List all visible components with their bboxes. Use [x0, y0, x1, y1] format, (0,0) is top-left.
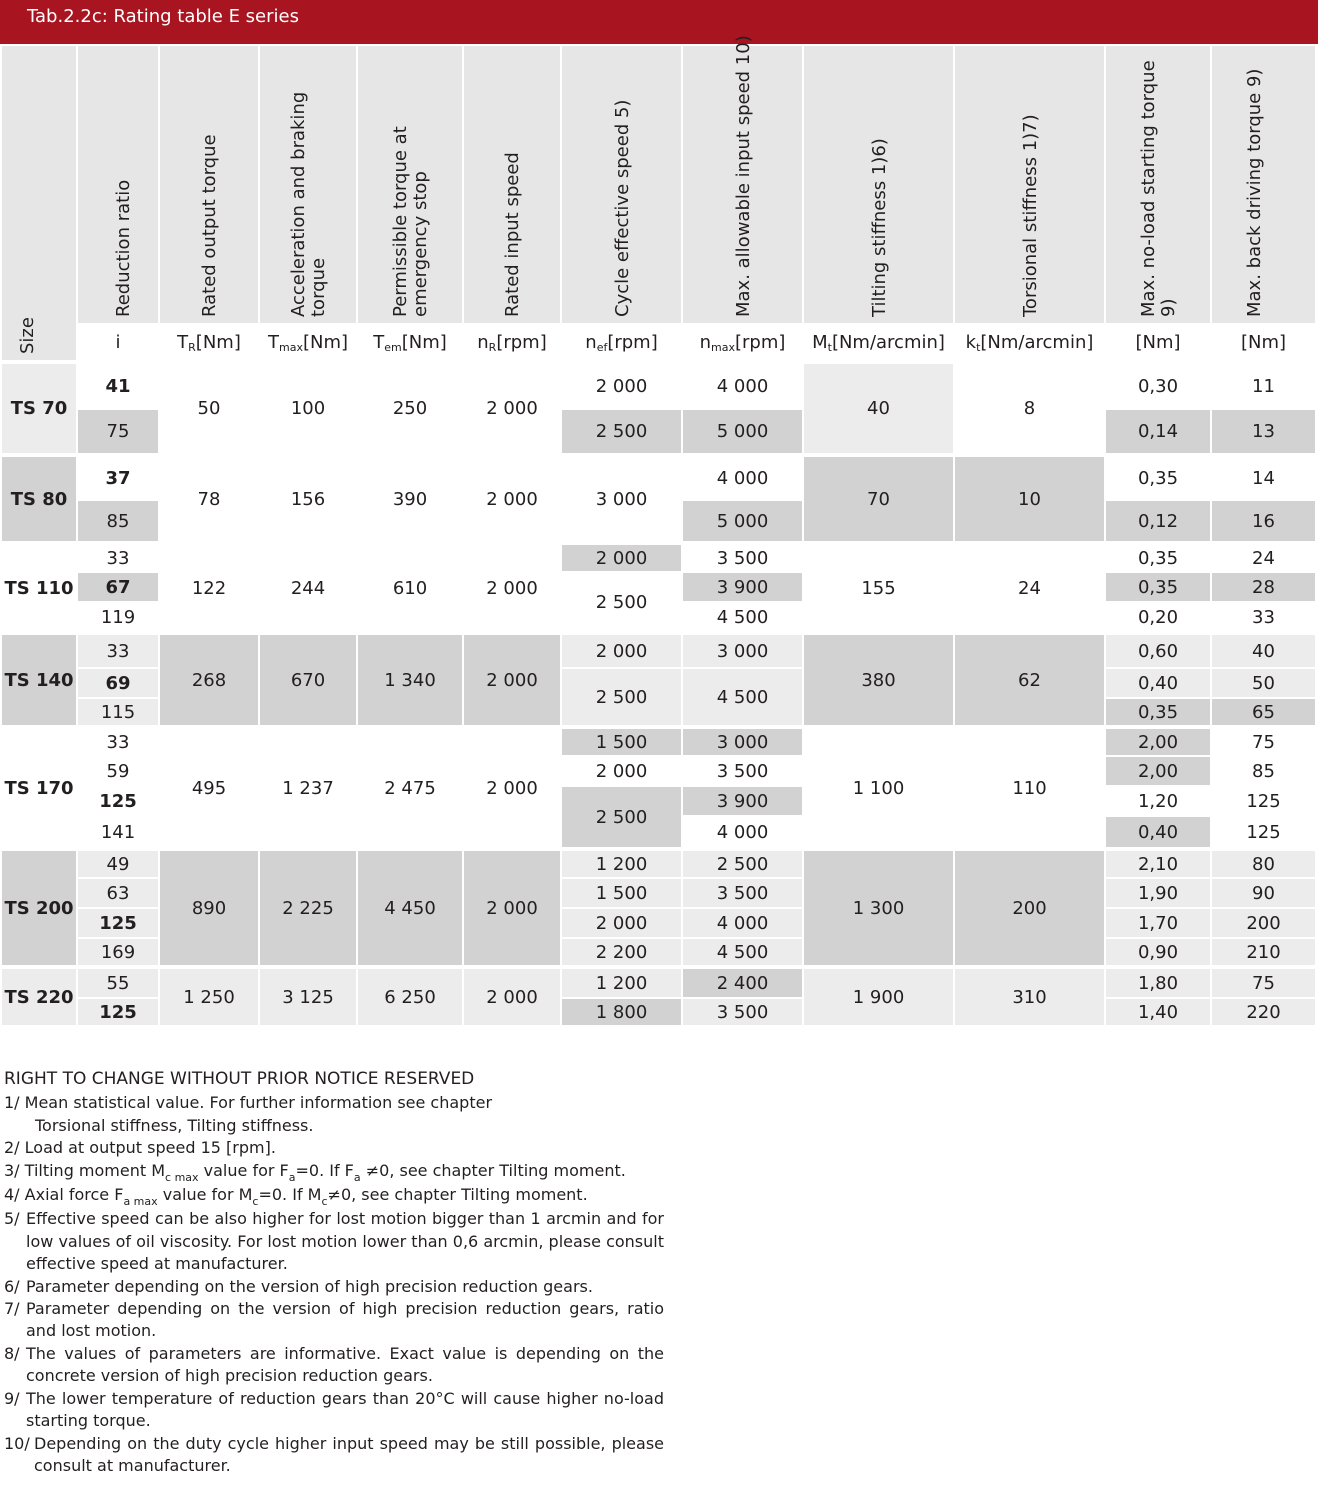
torsional-stiffness-cell: 10 — [955, 457, 1104, 541]
no-load-torque-cell: 2,10 — [1106, 851, 1210, 877]
max-torque-cell: 100 — [260, 364, 356, 453]
cycle-speed-cell: 2 000 — [562, 364, 681, 408]
no-load-torque-cell: 0,30 — [1106, 364, 1210, 408]
footnote-2: 2/ Load at output speed 15 [rpm]. — [4, 1138, 276, 1158]
unit-cell: i — [78, 325, 158, 360]
cycle-speed-cell: 3 000 — [562, 457, 681, 541]
no-load-torque-cell: 0,20 — [1106, 603, 1210, 631]
ratio-cell: 41 — [78, 364, 158, 408]
column-header-label: Rated input speed — [502, 152, 523, 317]
no-load-torque-cell: 0,35 — [1106, 545, 1210, 571]
max-torque-cell: 2 225 — [260, 851, 356, 965]
column-header-label: Acceleration and braking torque — [288, 91, 329, 317]
rated-torque-cell: 50 — [160, 364, 258, 453]
ratio-cell: 125 — [78, 787, 158, 815]
table-title: Tab.2.2c: Rating table E series — [27, 6, 299, 27]
rated-torque-cell: 268 — [160, 635, 258, 725]
back-driving-torque-cell: 210 — [1212, 939, 1315, 965]
max-speed-cell: 3 000 — [683, 635, 802, 667]
column-header-label: Reduction ratio — [113, 179, 134, 317]
cycle-speed-cell: 2 500 — [562, 787, 681, 847]
no-load-torque-cell: 0,40 — [1106, 669, 1210, 697]
cycle-speed-cell: 1 800 — [562, 999, 681, 1025]
rated-speed-cell: 2 000 — [464, 457, 560, 541]
footnote-7: 7/ Parameter depending on the version of high precision reduction gears, ratio and lost motion. — [4, 1299, 664, 1341]
no-load-torque-cell: 1,90 — [1106, 879, 1210, 907]
unit-cell: n ef [rpm] — [562, 325, 681, 360]
ratio-cell: 125 — [78, 909, 158, 937]
max-torque-cell: 1 237 — [260, 729, 356, 847]
max-speed-cell: 4 500 — [683, 603, 802, 631]
max-torque-cell: 3 125 — [260, 969, 356, 1025]
footnote-9: 9/ The lower temperature of reduction gears than 20°C will cause higher no-load starting torque. — [4, 1388, 664, 1431]
rated-speed-cell: 2 000 — [464, 635, 560, 725]
cycle-speed-cell: 2 000 — [562, 545, 681, 571]
max-speed-cell: 3 500 — [683, 999, 802, 1025]
column-header-7 — [683, 35, 802, 323]
back-driving-torque-cell: 75 — [1212, 729, 1315, 755]
no-load-torque-cell: 1,70 — [1106, 909, 1210, 937]
no-load-torque-cell: 1,40 — [1106, 999, 1210, 1025]
size-cell: TS 220 — [2, 969, 76, 1025]
max-speed-cell: 4 500 — [683, 669, 802, 725]
back-driving-torque-cell: 16 — [1212, 501, 1315, 541]
tilting-stiffness-cell: 380 — [804, 635, 953, 725]
unit-cell: [Nm] — [1106, 325, 1210, 360]
unit-cell: T em [Nm] — [358, 325, 462, 360]
ratio-cell: 37 — [78, 457, 158, 499]
back-driving-torque-cell: 13 — [1212, 410, 1315, 453]
column-header-4 — [358, 46, 462, 323]
emergency-torque-cell: 6 250 — [358, 969, 462, 1025]
cycle-speed-cell: 1 500 — [562, 879, 681, 907]
column-header-2 — [160, 46, 258, 323]
max-speed-cell: 4 000 — [683, 364, 802, 408]
ratio-cell: 69 — [78, 669, 158, 697]
ratio-cell: 33 — [78, 635, 158, 667]
max-torque-cell: 244 — [260, 545, 356, 631]
emergency-torque-cell: 390 — [358, 457, 462, 541]
emergency-torque-cell: 250 — [358, 364, 462, 453]
back-driving-torque-cell: 50 — [1212, 669, 1315, 697]
back-driving-torque-cell: 85 — [1212, 757, 1315, 785]
cycle-speed-cell: 2 000 — [562, 757, 681, 785]
footnote-8: 8/ The values of parameters are informative. Exact value is depending on the concrete version of high precision reduction gears. — [4, 1343, 664, 1386]
column-header-label: Tilting stiffness 1)6) — [869, 138, 890, 317]
footnote-1-cont: Torsional stiffness, Tilting stiffness. — [35, 1115, 314, 1135]
max-speed-cell: 3 500 — [683, 757, 802, 785]
unit-cell: n R [rpm] — [464, 325, 560, 360]
no-load-torque-cell: 2,00 — [1106, 729, 1210, 755]
back-driving-torque-cell: 33 — [1212, 603, 1315, 631]
rated-speed-cell: 2 000 — [464, 851, 560, 965]
max-torque-cell: 670 — [260, 635, 356, 725]
footnotes — [4, 1068, 664, 1477]
torsional-stiffness-cell: 24 — [955, 545, 1104, 631]
footnote-6: 6/ Parameter depending on the version of high precision reduction gears. — [4, 1276, 593, 1296]
max-torque-cell: 156 — [260, 457, 356, 541]
cycle-speed-cell: 1 200 — [562, 969, 681, 997]
column-header-label: Max. no-load starting torque 9) — [1138, 60, 1179, 317]
footnote-10: 10/ Depending on the duty cycle higher input speed may be still possible, please consult at manufacturer. — [4, 1433, 664, 1475]
emergency-torque-cell: 2 475 — [358, 729, 462, 847]
column-header-11 — [1212, 46, 1315, 323]
back-driving-torque-cell: 24 — [1212, 545, 1315, 571]
column-header-10 — [1106, 46, 1210, 323]
ratio-cell: 55 — [78, 969, 158, 997]
rated-torque-cell: 122 — [160, 545, 258, 631]
no-load-torque-cell: 2,00 — [1106, 757, 1210, 785]
unit-cell: [Nm] — [1212, 325, 1315, 360]
size-cell: TS 140 — [2, 635, 76, 725]
ratio-cell: 49 — [78, 851, 158, 877]
tilting-stiffness-cell: 1 900 — [804, 969, 953, 1025]
rated-torque-cell: 890 — [160, 851, 258, 965]
back-driving-torque-cell: 125 — [1212, 817, 1315, 847]
no-load-torque-cell: 1,20 — [1106, 787, 1210, 815]
rated-torque-cell: 495 — [160, 729, 258, 847]
max-speed-cell: 3 500 — [683, 879, 802, 907]
tilting-stiffness-cell: 1 100 — [804, 729, 953, 847]
ratio-cell: 169 — [78, 939, 158, 965]
back-driving-torque-cell: 28 — [1212, 573, 1315, 601]
column-header-0 — [2, 46, 76, 360]
column-header-label: Max. allowable input speed 10) — [733, 35, 754, 317]
ratio-cell: 119 — [78, 603, 158, 631]
footnote-3: 3/ Tilting moment $M_{c max}$ value for $F_a=0$. If $F_a \ne 0$, see chapter Tilting moment. — [4, 1160, 626, 1184]
ratio-cell: 75 — [78, 410, 158, 453]
column-header-label: Cycle effective speed 5) — [612, 99, 633, 317]
ratio-cell: 125 — [78, 999, 158, 1025]
max-speed-cell: 5 000 — [683, 410, 802, 453]
cycle-speed-cell: 2 500 — [562, 669, 681, 725]
back-driving-torque-cell: 14 — [1212, 457, 1315, 499]
back-driving-torque-cell: 125 — [1212, 787, 1315, 815]
cycle-speed-cell: 2 000 — [562, 635, 681, 667]
max-speed-cell: 3 900 — [683, 787, 802, 815]
column-header-label: Torsional stiffness 1)7) — [1020, 114, 1041, 317]
cycle-speed-cell: 2 200 — [562, 939, 681, 965]
footnote-1: 1/ Mean statistical value. For further information see chapter — [4, 1093, 493, 1113]
ratio-cell: 85 — [78, 501, 158, 541]
emergency-torque-cell: 610 — [358, 545, 462, 631]
torsional-stiffness-cell: 62 — [955, 635, 1104, 725]
column-header-label: Max. back driving torque 9) — [1244, 68, 1265, 317]
column-header-label: Permissible torque at emergency stop — [390, 126, 431, 317]
no-load-torque-cell: 0,12 — [1106, 501, 1210, 541]
rated-speed-cell: 2 000 — [464, 729, 560, 847]
size-cell: TS 80 — [2, 457, 76, 541]
back-driving-torque-cell: 80 — [1212, 851, 1315, 877]
unit-cell: n max [rpm] — [683, 325, 802, 360]
rated-speed-cell: 2 000 — [464, 364, 560, 453]
no-load-torque-cell: 0,35 — [1106, 699, 1210, 725]
size-cell: TS 110 — [2, 545, 76, 631]
no-load-torque-cell: 0,40 — [1106, 817, 1210, 847]
rated-speed-cell: 2 000 — [464, 969, 560, 1025]
torsional-stiffness-cell: 8 — [955, 364, 1104, 453]
column-header-5 — [464, 46, 560, 323]
column-header-9 — [955, 46, 1104, 323]
no-load-torque-cell: 1,80 — [1106, 969, 1210, 997]
emergency-torque-cell: 1 340 — [358, 635, 462, 725]
torsional-stiffness-cell: 110 — [955, 729, 1104, 847]
cycle-speed-cell: 2 500 — [562, 573, 681, 631]
notice-heading: RIGHT TO CHANGE WITHOUT PRIOR NOTICE RESERVED — [4, 1069, 475, 1089]
cycle-speed-cell: 2 000 — [562, 909, 681, 937]
cycle-speed-cell: 1 200 — [562, 851, 681, 877]
back-driving-torque-cell: 75 — [1212, 969, 1315, 997]
tilting-stiffness-cell: 1 300 — [804, 851, 953, 965]
back-driving-torque-cell: 220 — [1212, 999, 1315, 1025]
column-header-8 — [804, 46, 953, 323]
unit-cell: k t [Nm/arcmin] — [955, 325, 1104, 360]
size-cell: TS 200 — [2, 851, 76, 965]
back-driving-torque-cell: 40 — [1212, 635, 1315, 667]
max-speed-cell: 2 500 — [683, 851, 802, 877]
tilting-stiffness-cell: 40 — [804, 364, 953, 453]
cycle-speed-cell: 1 500 — [562, 729, 681, 755]
unit-cell: M t [Nm/arcmin] — [804, 325, 953, 360]
max-speed-cell: 5 000 — [683, 501, 802, 541]
no-load-torque-cell: 0,14 — [1106, 410, 1210, 453]
back-driving-torque-cell: 200 — [1212, 909, 1315, 937]
no-load-torque-cell: 0,60 — [1106, 635, 1210, 667]
size-cell: TS 70 — [2, 364, 76, 453]
unit-cell: T R [Nm] — [160, 325, 258, 360]
ratio-cell: 141 — [78, 817, 158, 847]
max-speed-cell: 3 900 — [683, 573, 802, 601]
tilting-stiffness-cell: 70 — [804, 457, 953, 541]
ratio-cell: 59 — [78, 757, 158, 785]
torsional-stiffness-cell: 200 — [955, 851, 1104, 965]
ratio-cell: 33 — [78, 729, 158, 755]
rated-speed-cell: 2 000 — [464, 545, 560, 631]
size-cell: TS 170 — [2, 729, 76, 847]
rated-torque-cell: 78 — [160, 457, 258, 541]
footnote-4: 4/ Axial force $F_{a max}$ value for $M_c=0$. If $M_c\ne 0$, see chapter Tilting moment. — [4, 1185, 588, 1209]
unit-cell: T max [Nm] — [260, 325, 356, 360]
no-load-torque-cell: 0,35 — [1106, 457, 1210, 499]
max-speed-cell: 3 000 — [683, 729, 802, 755]
column-header-1 — [78, 46, 158, 323]
column-header-3 — [260, 46, 356, 323]
table-title-bar — [0, 0, 1318, 44]
tilting-stiffness-cell: 155 — [804, 545, 953, 631]
torsional-stiffness-cell: 310 — [955, 969, 1104, 1025]
ratio-cell: 63 — [78, 879, 158, 907]
ratio-cell: 33 — [78, 545, 158, 571]
max-speed-cell: 4 000 — [683, 909, 802, 937]
cycle-speed-cell: 2 500 — [562, 410, 681, 453]
no-load-torque-cell: 0,35 — [1106, 573, 1210, 601]
column-header-label: Rated output torque — [199, 134, 220, 317]
no-load-torque-cell: 0,90 — [1106, 939, 1210, 965]
column-header-6 — [562, 46, 681, 323]
max-speed-cell: 4 000 — [683, 817, 802, 847]
back-driving-torque-cell: 65 — [1212, 699, 1315, 725]
max-speed-cell: 3 500 — [683, 545, 802, 571]
ratio-cell: 115 — [78, 699, 158, 725]
ratio-cell: 67 — [78, 573, 158, 601]
max-speed-cell: 2 400 — [683, 969, 802, 997]
rated-torque-cell: 1 250 — [160, 969, 258, 1025]
footnote-5: 5/ Effective speed can be also higher for lost motion bigger than 1 arcmin and for low values of oil viscosity. For lost motion lower than 0,6 arcmin, please consult effective speed at manufacturer. — [4, 1209, 664, 1274]
back-driving-torque-cell: 90 — [1212, 879, 1315, 907]
max-speed-cell: 4 500 — [683, 939, 802, 965]
max-speed-cell: 4 000 — [683, 457, 802, 499]
column-header-label: Size — [17, 317, 38, 354]
emergency-torque-cell: 4 450 — [358, 851, 462, 965]
back-driving-torque-cell: 11 — [1212, 364, 1315, 408]
